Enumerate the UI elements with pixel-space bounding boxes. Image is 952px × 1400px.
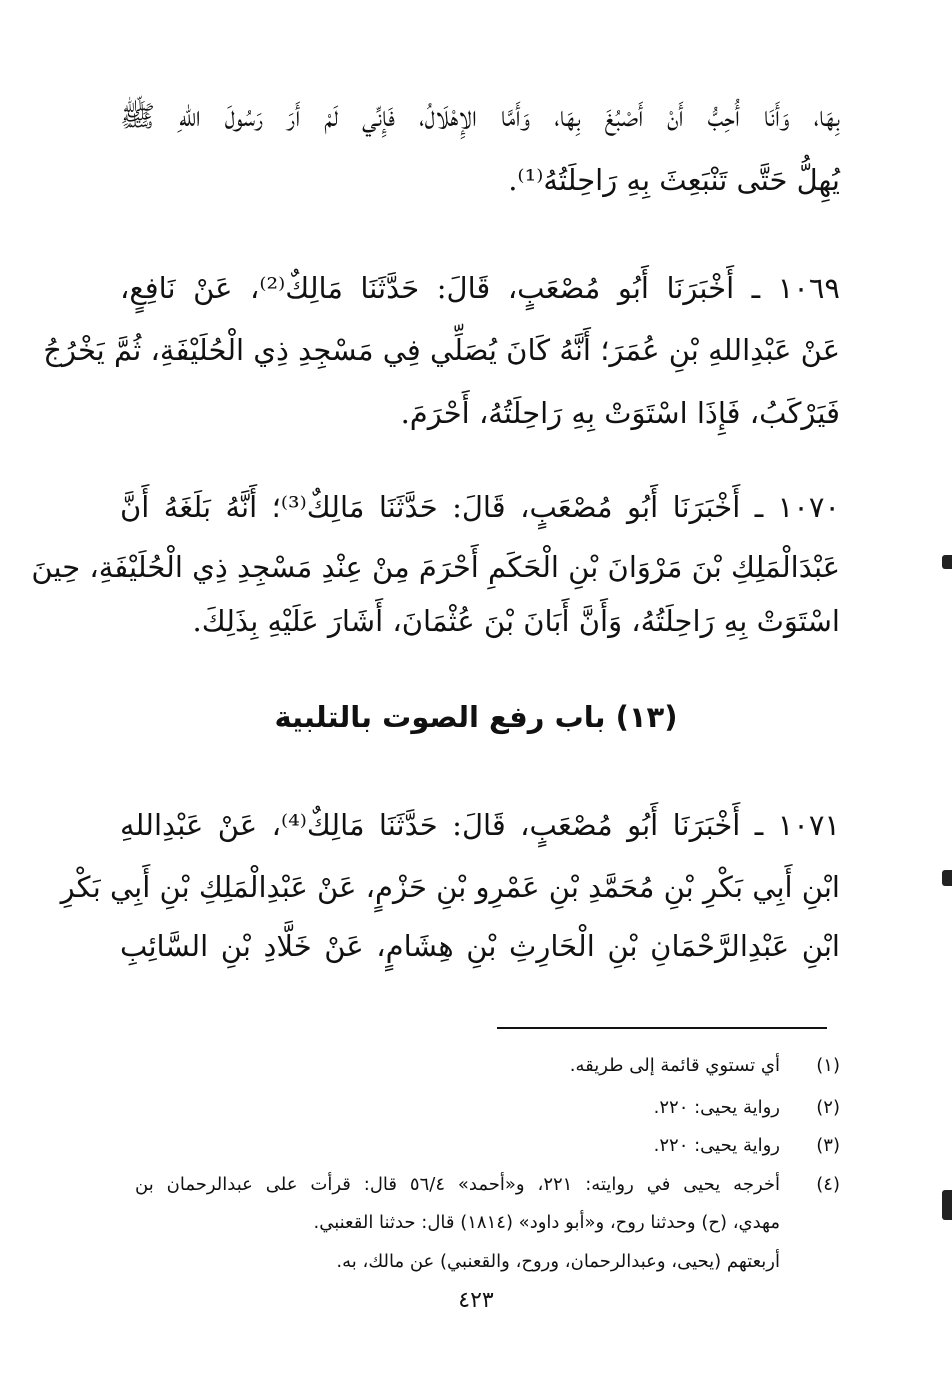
footnote-text: أربعتهم (يحيى، وعبدالرحمان، وروح، والقعنبي) عن مالك، به. — [336, 1251, 780, 1272]
page-number: ٤٢٣ — [458, 1288, 494, 1313]
footnote-text: رواية يحيى: ٢٢٠. — [653, 1135, 780, 1156]
hadith-1069-line: ١٠٦٩ ـ أَخْبَرَنَا أَبُو مُصْعَبٍ، قَالَ: حَدَّثَنَا مَالِكٌ⁽²⁾، عَنْ نَافِعٍ، — [120, 271, 840, 305]
scan-edge-mark — [942, 870, 952, 886]
hadith-1070-line: ١٠٧٠ ـ أَخْبَرَنَا أَبُو مُصْعَبٍ، قَالَ: حَدَّثَنَا مَالِكٌ⁽³⁾؛ أَنَّهُ بَلَغَهُ أَنَّ — [120, 490, 840, 524]
footnote-text: أي تستوي قائمة إلى طريقه. — [569, 1055, 780, 1076]
footnote-number: (١) — [816, 1055, 840, 1076]
footnote-number: (٤) — [816, 1174, 840, 1195]
footnote-text: مهدي، (ح) وحدثنا روح، و«أبو داود» (١٨١٤) قال: حدثنا القعنبي. — [313, 1212, 780, 1233]
hadith-1070-line: عَبْدَالْمَلِكِ بْنَ مَرْوَانَ بْنِ الْحَكَمِ أَحْرَمَ مِنْ عِنْدِ مَسْجِدِ ذِي الْحُلَيْفَةِ، حِينَ — [31, 550, 840, 584]
hadith-1069-line: عَنْ عَبْدِاللهِ بْنِ عُمَرَ؛ أَنَّهُ كَانَ يُصَلِّي فِي مَسْجِدِ ذِي الْحُلَيْفَةِ، ثُمَّ يَخْرُجُ — [43, 333, 840, 367]
text-line: بِهَا، وَأَنَا أُحِبُّ أَنْ أَصْبُغَ بِهَا، وَأَمَّا الإِهْلَالُ، فَإِنِّي لَمْ أَرَ رَسُولَ اللهِ ﷺ — [120, 99, 840, 133]
footnote-number: (٣) — [816, 1135, 840, 1156]
hadith-1071-line: ابْنِ أَبِي بَكْرِ بْنِ مُحَمَّدِ بْنِ عَمْرِو بْنِ حَزْمٍ، عَنْ عَبْدِالْمَلِكِ بْنِ أَبِي بَكْرِ — [60, 870, 840, 904]
scan-edge-mark — [942, 555, 952, 569]
hadith-1070-line: اسْتَوَتْ بِهِ رَاحِلَتُهُ، وَأَنَّ أَبَانَ بْنَ عُثْمَانَ، أَشَارَ عَلَيْهِ بِذَلِكَ. — [192, 604, 840, 638]
chapter-heading: (١٣) باب رفع الصوت بالتلبية — [274, 700, 678, 734]
footnote-separator — [497, 1027, 827, 1029]
hadith-1071-line: ابْنِ عَبْدِالرَّحْمَانِ بْنِ الْحَارِثِ بْنِ هِشَامٍ، عَنْ خَلَّادِ بْنِ السَّائِبِ — [120, 929, 840, 963]
scan-edge-mark — [942, 1190, 952, 1220]
footnote-text: أخرجه يحيى في روايته: ٢٢١، و«أحمد» ٥٦/٤ قال: قرأت على عبدالرحمان بن — [135, 1174, 781, 1195]
hadith-1069-line: فَيَرْكَبُ، فَإِذَا اسْتَوَتْ بِهِ رَاحِلَتُهُ، أَحْرَمَ. — [400, 396, 840, 430]
footnote-number: (٢) — [816, 1097, 840, 1118]
hadith-1071-line: ١٠٧١ ـ أَخْبَرَنَا أَبُو مُصْعَبٍ، قَالَ: حَدَّثَنَا مَالِكٌ⁽⁴⁾، عَنْ عَبْدِاللهِ — [120, 808, 840, 842]
footnote-text: رواية يحيى: ٢٢٠. — [653, 1097, 780, 1118]
text-line: يُهِلُّ حَتَّى تَنْبَعِثَ بِهِ رَاحِلَتُهُ⁽¹⁾. — [508, 163, 840, 197]
